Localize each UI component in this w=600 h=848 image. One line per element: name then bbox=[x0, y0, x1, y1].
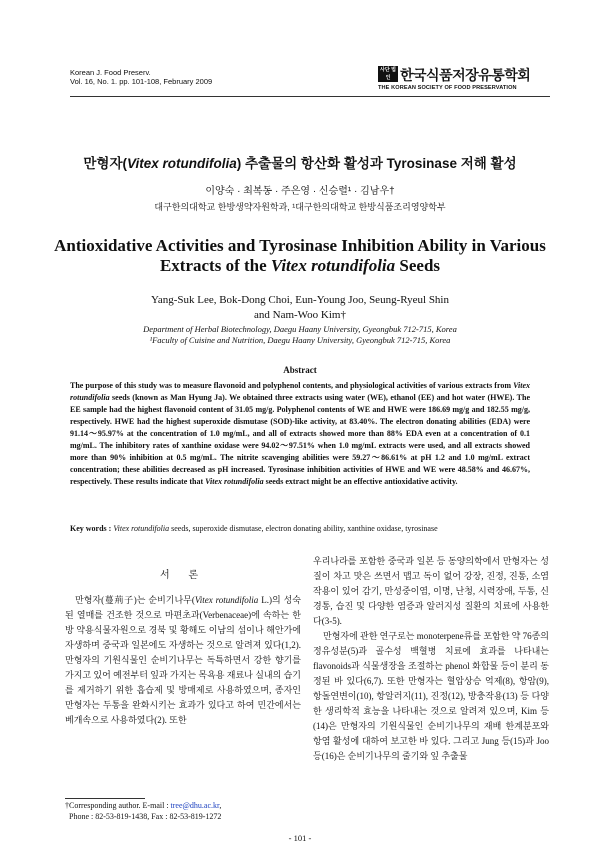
authors-english: Yang-Suk Lee, Bok-Dong Choi, Eun-Young Joo, Seung-Ryeul Shin and Nam-Woo Kim† bbox=[150, 294, 449, 321]
title-korean: 만형자(Vitex rotundifolia) 추출물의 항산화 활성과 Tyrosinase 저해 활성 bbox=[83, 156, 517, 171]
contact-phone: Phone : 82-53-819-1438, Fax : 82-53-819-1272 bbox=[69, 812, 222, 821]
intro-paragraph-3: 만형자에 관한 연구로는 monoterpene류를 포함한 약 76종의 정유성분(5)과 골수성 백혈병 치료에 효과를 나타내는 flavonoids과 식물생장을 조절하는 phenol 화합물 등이 분리 동정된 바 있다(6,7). 또한 만형자는 혈압상승 억제(8), 항암(9), 항돌연변이(10), 항알러지(11), 진정(12), 방충작용(13) 등 다양한 생리학적 효능을 나타내는 것으로 알려져 있으며, Kim 등(14)은 만형자의 기원식물인 순비기나무의 재배 한계분포와 항염 활성에 대하여 보고한 바 있다. 그리고 Jung 등(15)과 Joo 등(16)은 순비기나무의 줄기와 잎 추출물 bbox=[313, 631, 549, 761]
affiliation-english: Department of Herbal Biotechnology, Daegu Haany University, Gyeongbuk 712-715, Korea ¹Faculty of Cuisine and Nutrition, Daegu Haany University, Gyeongbuk 712-715, Korea bbox=[143, 324, 457, 345]
section-heading-intro: 서 론 bbox=[159, 570, 207, 581]
corresponding-author: †Corresponding author. E-mail : tree@dhu.ac.kr, Phone : 82-53-819-1438, Fax : 82-53-819-1272 bbox=[65, 800, 305, 822]
intro-paragraph-1: 만형자(蔓荊子)는 순비기나무(Vitex rotundifolia L.)의 성숙된 열매를 건조한 것으로 마편초과(Verbenaceae)에 속하는 한방 약용식물자원으로 경북 및 황해도 이남의 섬이나 해안가에 자생하며 중국과 일본에도 자생하는 것으로 알려져 있다(1,2). 만형자의 기원식물인 순비기나무는 독특하면서 강한 향기를 가지고 있어 예전부터 잎과 가지는 목욕용 재료나 실내의 습기를 제거하기 위한 흡습제 및 방매제로 사용하였으며, 종자인 만형자는 두통을 완화시키는 효과가 있다고 하여 민간에서는 베개속으로 사용하였다(2). 또한 bbox=[65, 595, 301, 725]
keywords: Key words : Vitex rotundifolia seeds, superoxide dismutase, electron donating ability, xanthine oxidase, tyrosinase bbox=[70, 524, 438, 533]
header-divider bbox=[70, 96, 550, 97]
intro-paragraph-2: 우리나라를 포함한 중국과 일본 등 동양의학에서 만형자는 성질이 차고 맛은 쓰면서 맵고 독이 없어 강장, 진정, 진통, 소염작용이 있어 감기, 만성중이염, 이명, 난청, 시력장애, 두통, 신경통, 습진 및 다양한 염증과 알러지성 질환의 치료에 사용한다(3-5). bbox=[313, 556, 549, 626]
left-column bbox=[65, 556, 301, 728]
society-mark: 사단 법인 bbox=[378, 66, 398, 82]
footnote-divider bbox=[65, 798, 145, 799]
page-number: - 101 - bbox=[288, 833, 312, 843]
title-species: Vitex rotundifolia bbox=[127, 156, 237, 171]
society-name-en: THE KOREAN SOCIETY OF FOOD PRESERVATION bbox=[378, 85, 517, 91]
society-name-ko: 한국식품저장유통학회 bbox=[400, 67, 531, 83]
email-link[interactable]: tree@dhu.ac.kr bbox=[170, 801, 220, 810]
authors-korean: 이양숙 · 최복동 · 주은영 · 신승렬¹ · 김남우† bbox=[205, 186, 395, 197]
title-english: Antioxidative Activities and Tyrosinase Inhibition Ability in Various Extracts of the Vitex rotundifolia Seeds bbox=[54, 236, 546, 275]
journal-citation bbox=[70, 68, 212, 86]
abstract-body: The purpose of this study was to measure flavonoid and polyphenol contents, and physiological activities of various extracts from Vitex rotundifolia seeds (known as Man Hyung Ja). We obtained three extracts using water (WE), ethanol (EE) and hot water (HWE). The EE sample had the highest flavonoid content of 31.05 mg/g. Polyphenol contents of WE and HWE were 186.69 mg/g and 182.55 mg/g, respectively. HWE had the highest superoxide dismutase (SOD)-like activity, at 83.40%. The electron donating abilities (EDA) were 91.14～95.97% at the concentration of 1.0 mg/mL, and all of extracts showed more than 88% EDA even at a concentration of 0.1 mg/mL. The inhibitory rates of xanthine oxidase were 94.02～97.51% when 1.0 mg/mL extracts were used, and all extracts showed more than 90% inhibition at 0.5 mg/mL. The nitrite scavenging abilities were 59.27～86.61% at pH 1.2 and 1.0 mg/mL extract concentration; these abilities decreased as pH increased. Tyrosinase inhibition activities of HWE and WE were 48.58% and 46.67%, respectively. These results indicate that Vitex rotundifolia seeds extract might be an effective antioxidative activity. bbox=[70, 381, 530, 486]
right-column bbox=[313, 554, 549, 764]
affiliation-korean: 대구한의대학교 한방생약자원학과, ¹대구한의대학교 한방식품조리영양학부 bbox=[154, 202, 446, 212]
abstract-heading: Abstract bbox=[283, 365, 317, 375]
keywords-label: Key words : bbox=[70, 524, 112, 533]
journal-volume: Vol. 16, No. 1. pp. 101-108, February 2009 bbox=[70, 77, 213, 86]
journal-name: Korean J. Food Preserv. bbox=[70, 68, 151, 77]
society-logo bbox=[378, 66, 552, 94]
